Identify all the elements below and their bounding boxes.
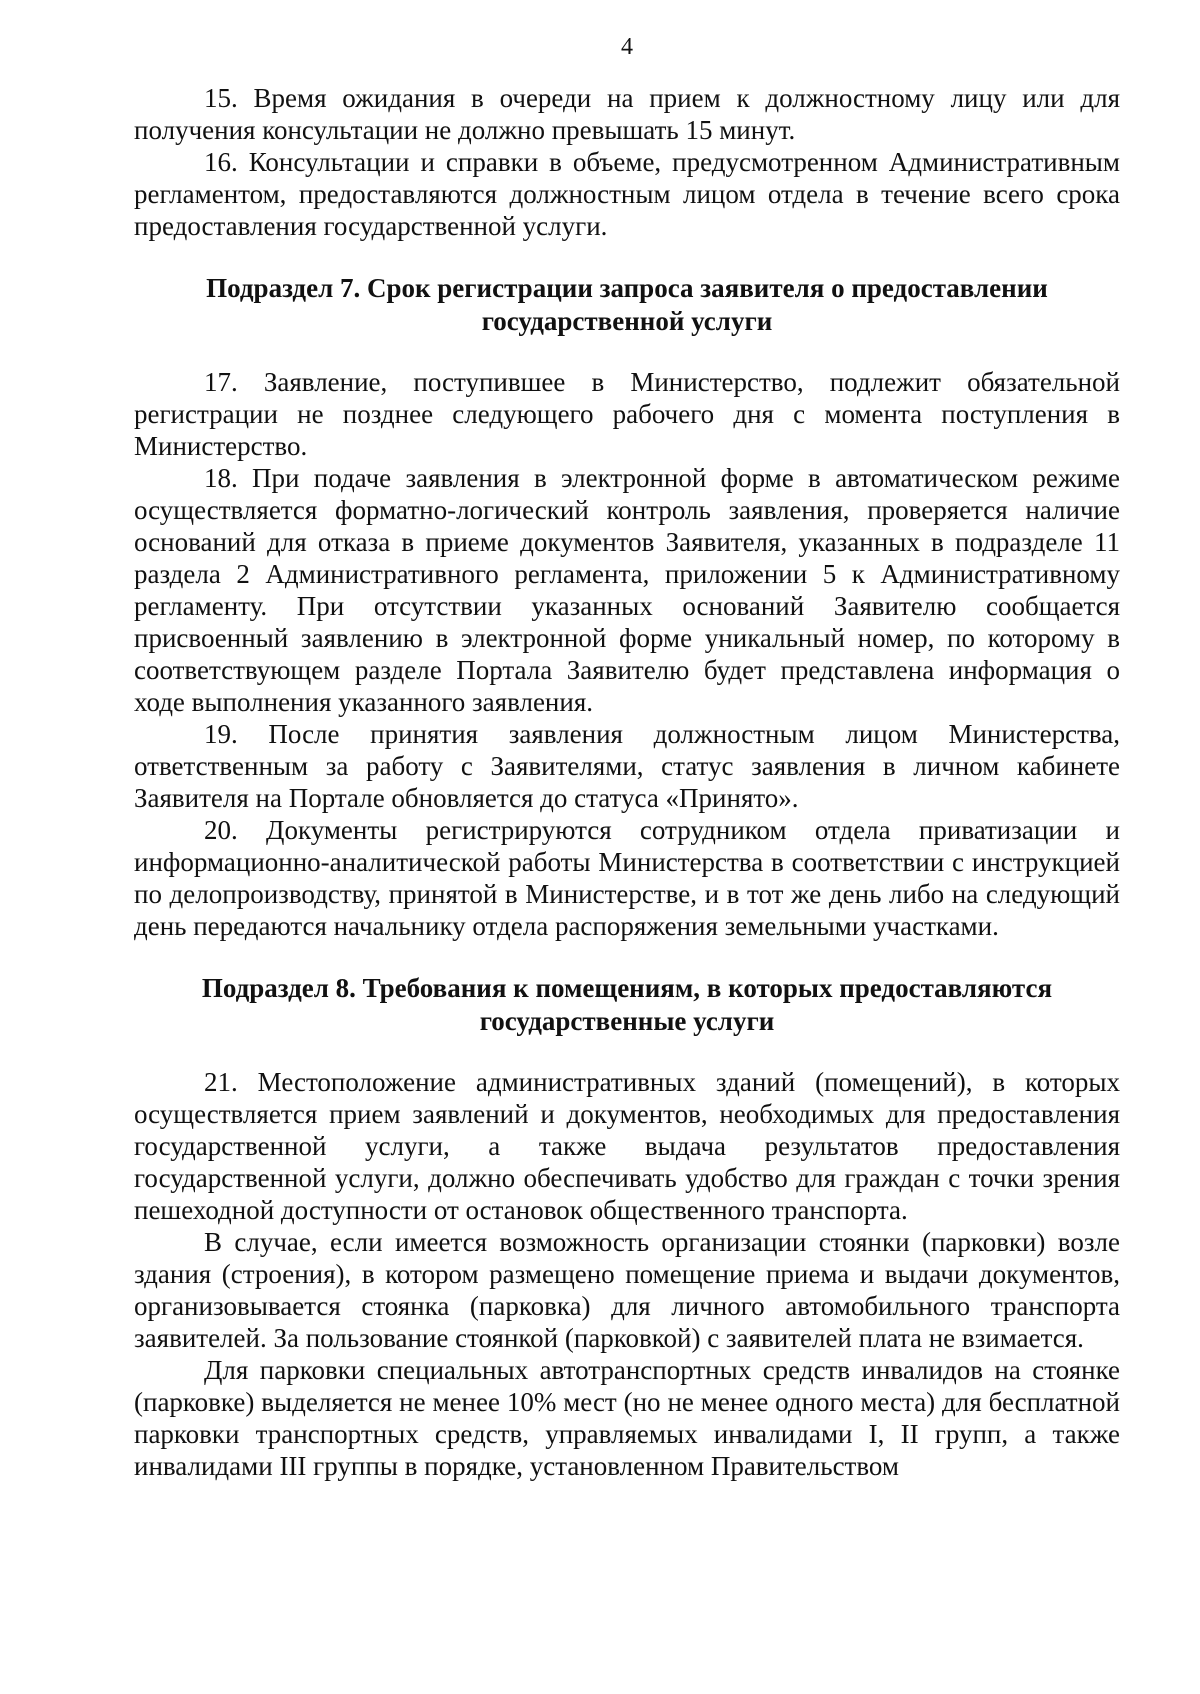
section-heading-8: Подраздел 8. Требования к помещениям, в которых предоставляются государственные услуги bbox=[201, 973, 1053, 1036]
paragraph-15: 15. Время ожидания в очереди на прием к должностному лицу или для получения консультации не должно превышать 15 минут. bbox=[134, 83, 1120, 145]
paragraph-21: 21. Местоположение административных зданий (помещений), в которых осуществляется прием заявлений и документов, необходимых для предоставления государственной услуги, а также выдача результатов предоставления государственной услуги, должно обеспечивать удобство для граждан с точки зрения пешеходной доступности от остановок общественного транспорта. bbox=[134, 1067, 1120, 1225]
spacer bbox=[134, 242, 1120, 272]
spacer bbox=[134, 942, 1120, 972]
paragraph-17: 17. Заявление, поступившее в Министерство, подлежит обязательной регистрации не позднее следующего рабочего дня с момента поступления в Министерство. bbox=[134, 367, 1120, 461]
spacer bbox=[134, 338, 1120, 366]
paragraph-parking: В случае, если имеется возможность организации стоянки (парковки) возле здания (строения), в котором размещено помещение приема и выдачи документов, организовывается стоянка (парковка) для личного автомобильного транспорта заявителей. За пользование стоянкой (парковкой) с заявителей плата не взимается. bbox=[134, 1227, 1120, 1353]
page-number: 4 bbox=[621, 34, 633, 60]
paragraph-16: 16. Консультации и справки в объеме, предусмотренном Административным регламентом, предоставляются должностным лицом отдела в течение всего срока предоставления государственной услуги. bbox=[134, 147, 1120, 241]
spacer bbox=[134, 1038, 1120, 1066]
paragraph-disabled-parking: Для парковки специальных автотранспортных средств инвалидов на стоянке (парковке) выделяется не менее 10% мест (но не менее одного места) для бесплатной парковки транспортных средств, управляемых инвалидами I, II групп, а также инвалидами III группы в порядке, установленном Правительством bbox=[134, 1355, 1120, 1481]
paragraph-19: 19. После принятия заявления должностным лицом Министерства, ответственным за работу с Заявителями, статус заявления в личном кабинете Заявителя на Портале обновляется до статуса «Принято». bbox=[134, 719, 1120, 813]
paragraph-18: 18. При подаче заявления в электронной форме в автоматическом режиме осуществляется форматно-логический контроль заявления, проверяется наличие оснований для отказа в приеме документов Заявителя, указанных в подразделе 11 раздела 2 Административного регламента, приложении 5 к Административному регламенту. При отсутствии указанных оснований Заявителю сообщается присвоенный заявлению в электронной форме уникальный номер, по которому в соответствующем разделе Портала Заявителю будет представлена информация о ходе выполнения указанного заявления. bbox=[134, 463, 1120, 717]
paragraph-20: 20. Документы регистрируются сотрудником отдела приватизации и информационно-аналитической работы Министерства в соответствии с инструкцией по делопроизводству, принятой в Министерстве, и в тот же день либо на следующий день передаются начальнику отдела распоряжения земельными участками. bbox=[134, 815, 1120, 941]
section-heading-7: Подраздел 7. Срок регистрации запроса заявителя о предоставлении государственной услуги bbox=[206, 273, 1048, 336]
